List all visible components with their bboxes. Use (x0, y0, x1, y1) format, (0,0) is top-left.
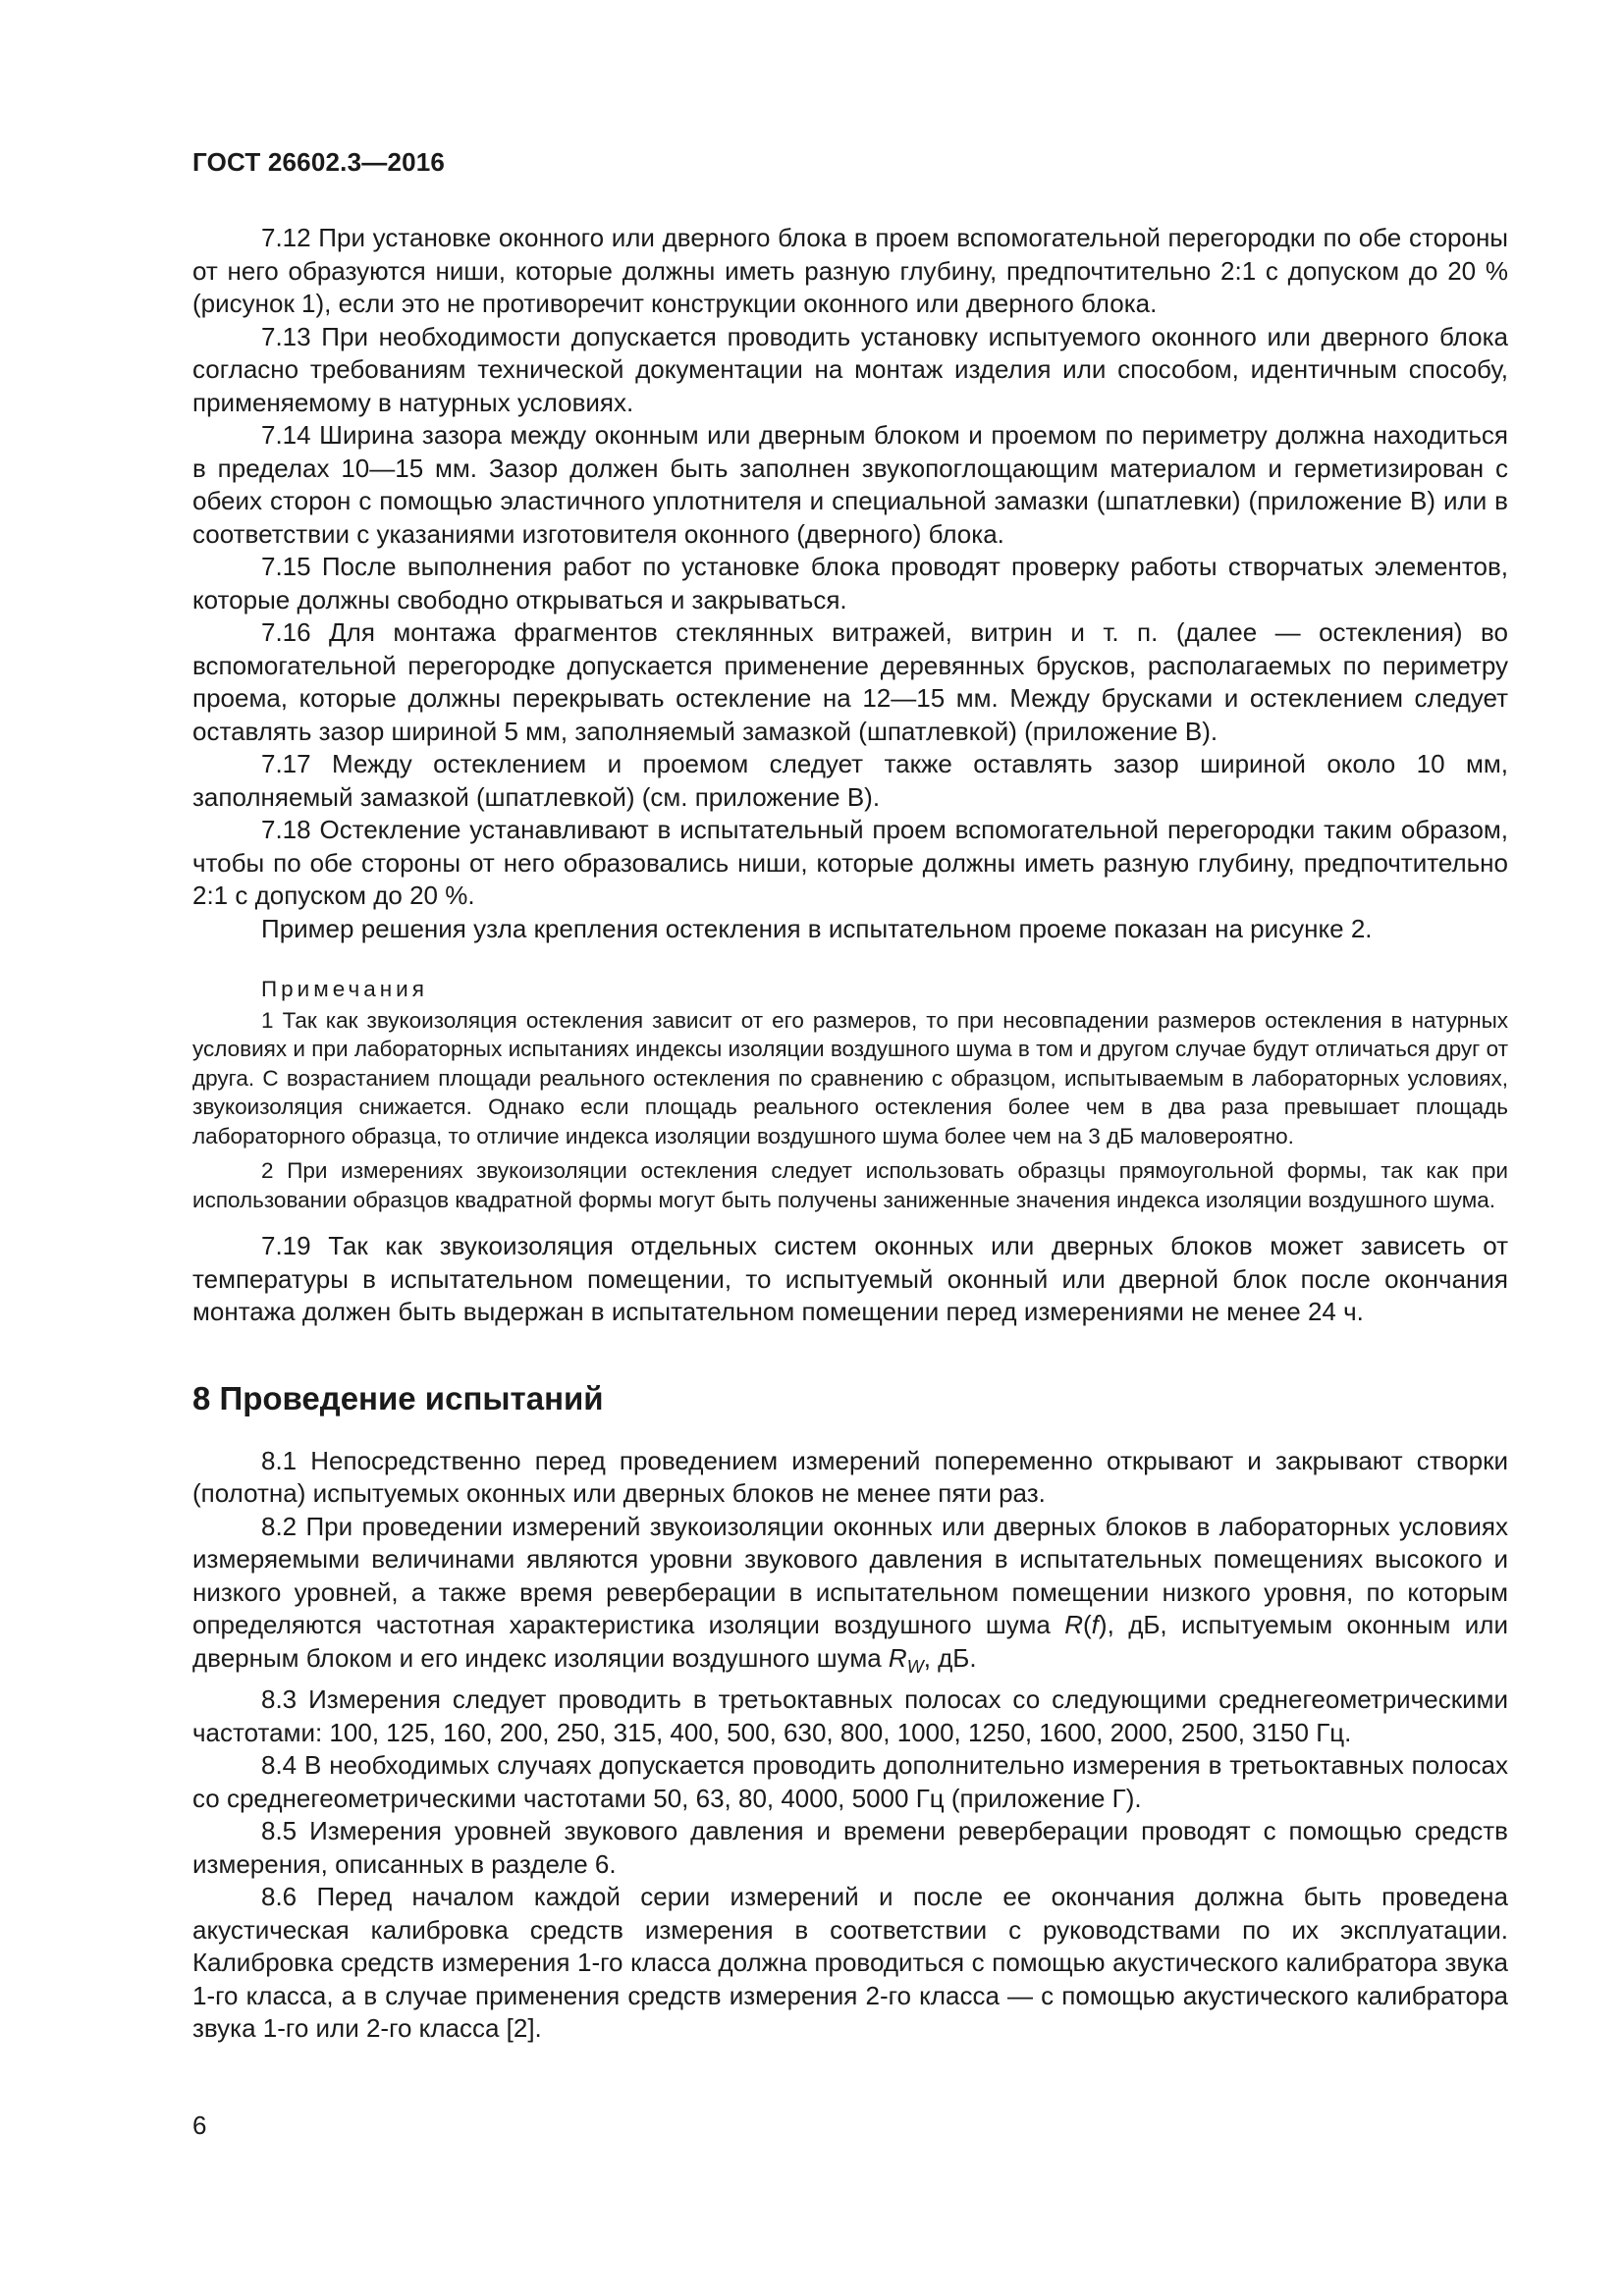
paragraph-8-2-text-c: , дБ. (923, 1642, 977, 1673)
paragraph-7-13: 7.13 При необходимости допускается проводить установку испытуемого оконного или дверного блока согласно требованиям технической документации на монтаж изделия или способом, идентичным способу, применяемому в натурных условиях. (192, 321, 1508, 417)
paragraph-8-2-text-b: , дБ, испытуемым оконным или дверным блоком и его индекс изоляции воздушного шума (192, 1610, 1508, 1673)
paragraph-7-19: 7.19 Так как звукоизоляция отдельных систем оконных или дверных блоков может зависеть от температуры в испытательном помещении, то испытуемый оконный или дверной блок после окончания монтажа должен быть выдержан в испытательном помещении перед измерениями не менее 24 ч. (192, 1231, 1508, 1326)
paragraph-7-16: 7.16 Для монтажа фрагментов стеклянных витражей, витрин и т. п. (далее — остекления) во вспомогательной перегородке допускается применение деревянных брусков, располагаемых по периметру проема, которые должны перекрывать остекление на 12—15 мм. Между брусками и остеклением следует оставлять зазор шириной 5 мм, заполняемый замазкой (шпатлевкой) (приложение В). (192, 617, 1508, 746)
paragraph-7-17: 7.17 Между остеклением и проемом следует также оставлять зазор шириной около 10 мм, заполняемый замазкой (шпатлевкой) (см. приложение В). (192, 749, 1508, 812)
paragraph-8-2-text-a: 8.2 При проведении измерений звукоизоляции оконных или дверных блоков в лабораторных условиях измеряемыми величинами являются уровни звукового давления в испытательных помещениях высокого и низкого уровней, а также время реверберации в испытательном помещении низкого уровня, по которым определяются частотная характеристика изоляции воздушного шума (192, 1511, 1508, 1639)
note-2: 2 При измерениях звукоизоляции остекления следует использовать образцы прямоугольной формы, так как при использовании образцов квадратной формы могут быть получены заниженные значения индекса изоляции воздушного шума. (192, 1158, 1508, 1212)
section-8-title: 8 Проведение испытаний (192, 1379, 604, 1416)
paragraph-7-18: 7.18 Остекление устанавливают в испытательный проем вспомогательной перегородки таким образом, чтобы по обе стороны от него образовались ниши, которые должны иметь разную глубину, предпочтительно 2:1 с допуском до 20 %. (192, 815, 1508, 910)
symbol-r: R (1064, 1610, 1083, 1639)
paragraph-7-12: 7.12 При установке оконного или дверного блока в проем вспомогательной перегородки по обе стороны от него образуются ниши, которые должны иметь разную глубину, предпочтительно 2:1 с допуском до 20 % (рисунок 1), если это не противоречит конструкции оконного или дверного блока. (192, 223, 1508, 318)
paragraph-8-5: 8.5 Измерения уровней звукового давления и времени реверберации проводят с помощью средств измерения, описанных в разделе 6. (192, 1816, 1508, 1879)
page-content (192, 222, 1508, 2046)
symbol-f: f (1091, 1610, 1099, 1639)
paragraph-7-14: 7.14 Ширина зазора между оконным или дверным блоком и проемом по периметру должна находиться в пределах 10—15 мм. Зазор должен быть заполнен звукопоглощающим материалом и герметизирован с обеих сторон с помощью эластичного уплотнителя и специальной замазки (шпатлевки) (приложение В) или в соответствии с указаниями изготовителя оконного (дверного) блока. (192, 420, 1508, 549)
page-number: 6 (192, 2110, 207, 2140)
notes-block (192, 975, 1508, 1214)
note-1: 1 Так как звукоизоляция остекления зависит от его размеров, то при несовпадении размеров остекления в натурных условиях и при лабораторных испытаниях индексы изоляции воздушного шума в том и другом случае будут отличаться друг от друга. С возрастанием площади реального остекления по сравнению с образцом, испытываемым в лабораторных условиях, звукоизоляция снижается. Однако если площадь реального остекления более чем в два раза превышает площадь лабораторного образца, то отличие индекса изоляции воздушного шума более чем на 3 дБ маловероятно. (192, 1007, 1508, 1148)
paragraph-8-6: 8.6 Перед началом каждой серии измерений и после ее окончания должна быть проведена акустическая калибровка средств измерения в соответствии с руководствами по их эксплуатации. Калибровка средств измерения 1-го класса должна проводиться с помощью акустического калибратора звука 1-го класса, а в случае применения средств измерения 2-го класса — с помощью акустического калибратора звука 1-го или 2-го класса [2]. (192, 1882, 1508, 2043)
paragraph-7-15: 7.15 После выполнения работ по установке блока проводят проверку работы створчатых элементов, которые должны свободно открываться и закрываться. (192, 552, 1508, 614)
symbol-rw-subscript: W (906, 1656, 924, 1677)
notes-title: Примечания (261, 977, 428, 1001)
paragraph-8-2: 8.2 При проведении измерений звукоизоляции оконных или дверных блоков в лабораторных условиях измеряемыми величинами являются уровни звукового давления в испытательных помещениях высокого и низкого уровней, а также время реверберации в испытательном помещении низкого уровня, по которым определяются частотная характеристика изоляции воздушного шума R(f), дБ, испытуемым оконным или дверным блоком и его индекс изоляции воздушного шума $R_W$, дБ. (192, 1511, 1508, 1677)
paragraph-8-3: 8.3 Измерения следует проводить в третьоктавных полосах со следующими среднегеометрическими частотами: 100, 125, 160, 200, 250, 315, 400, 500, 630, 800, 1000, 1250, 1600, 2000, 2500, 3150 Гц. (192, 1684, 1508, 1747)
symbol-rw: $R_W$ (888, 1642, 924, 1677)
paragraph-8-4: 8.4 В необходимых случаях допускается проводить дополнительно измерения в третьоктавных полосах со среднегеометрическими частотами 50, 63, 80, 4000, 5000 Гц (приложение Г). (192, 1750, 1508, 1813)
paragraph-8-1: 8.1 Непосредственно перед проведением измерений попеременно открывают и закрывают створки (полотна) испытуемых оконных или дверных блоков не менее пяти раз. (192, 1445, 1508, 1508)
document-header: ГОСТ 26602.3—2016 (192, 147, 446, 177)
paragraph-example: Пример решения узла крепления остекления в испытательном проеме показан на рисунке 2. (261, 913, 1373, 943)
